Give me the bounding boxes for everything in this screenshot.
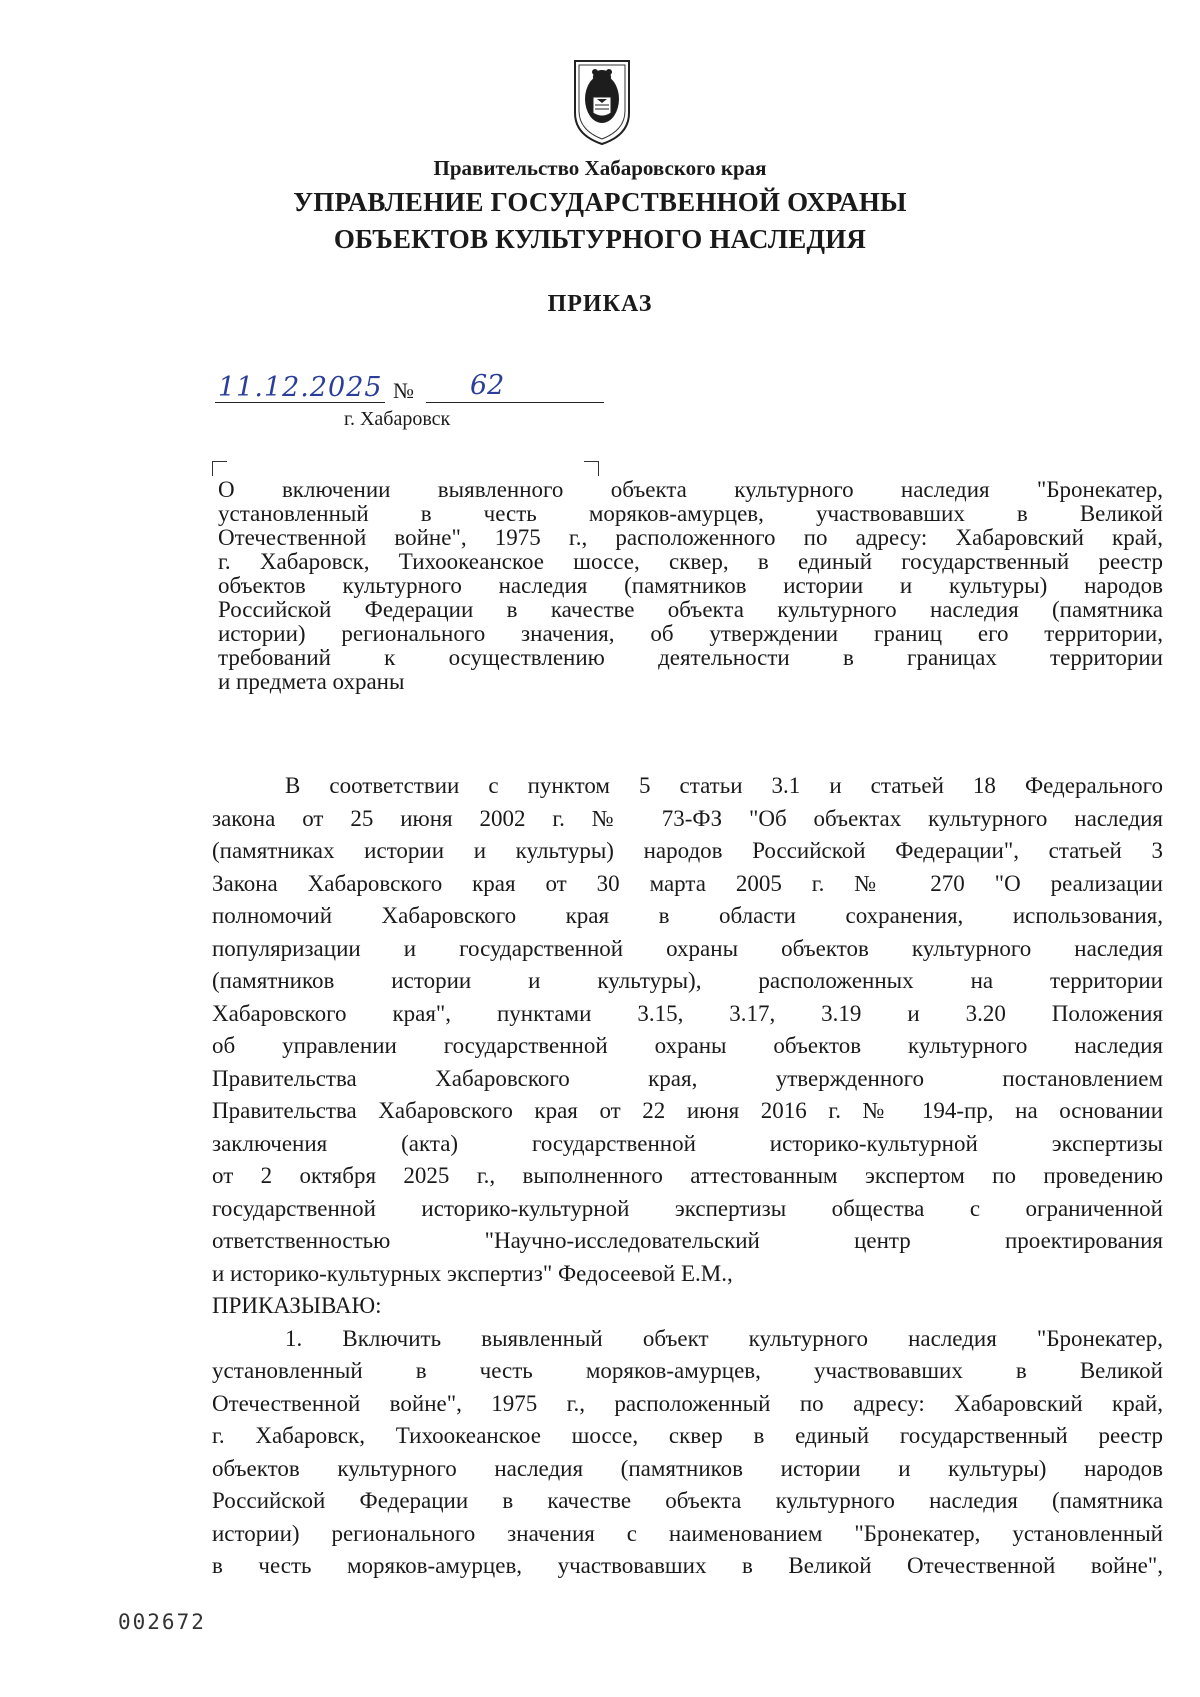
serial-number: 002672 <box>118 1610 206 1634</box>
body-line: истории) регионального значения с наименованием "Бронекатер, установленный <box>212 1520 1163 1546</box>
order-body <box>212 770 1163 1583</box>
body-line: Закона Хабаровского края от 30 марта 2005 г. № 270 "О реализации <box>212 870 1163 896</box>
agency-name-line2: ОБЪЕКТОВ КУЛЬТУРНОГО НАСЛЕДИЯ <box>333 224 867 254</box>
title-line: г. Хабаровск, Тихоокеанское шоссе, сквер, в единый государственный реестр <box>218 549 1163 574</box>
body-line: ответственностью "Научно-исследовательский центр проектирования <box>212 1228 1163 1253</box>
body-line: г. Хабаровск, Тихоокеанское шоссе, сквер в единый государственный реестр <box>212 1423 1163 1448</box>
title-line: О включении выявленного объекта культурного наследия "Бронекатер, <box>218 477 1163 502</box>
title-line: установленный в честь моряков-амурцев, участвовавших в Великой <box>218 501 1163 526</box>
government-name: Правительство Хабаровского края <box>433 156 767 180</box>
body-line: объектов культурного наследия (памятников истории и культуры) народов <box>212 1455 1163 1481</box>
title-line: Отечественной войне", 1975 г., расположенного по адресу: Хабаровский край, <box>218 525 1163 550</box>
title-line: объектов культурного наследия (памятников истории и культуры) народов <box>218 573 1163 598</box>
city: г. Хабаровск <box>344 408 451 430</box>
body-line: государственной историко-культурной экспертизы общества с ограниченной <box>212 1195 1163 1221</box>
body-line: в честь моряков-амурцев, участвовавших в Великой Отечественной войне", <box>212 1553 1163 1578</box>
body-line: 1. Включить выявленный объект культурного наследия "Бронекатер, <box>285 1325 1163 1351</box>
body-line: от 2 октября 2025 г., выполненного аттестованным экспертом по проведению <box>212 1163 1163 1188</box>
body-line: (памятников истории и культуры), расположенных на территории <box>212 968 1163 993</box>
title-line: истории) регионального значения, об утверждении границ его территории, <box>218 621 1163 646</box>
body-line: Хабаровского края", пунктами 3.15, 3.17, 3.19 и 3.20 Положения <box>212 1000 1163 1026</box>
body-line: Правительства Хабаровского края от 22 июня 2016 г. № 194-пр, на основании <box>212 1098 1163 1123</box>
title-line: и предмета охраны <box>218 669 405 694</box>
body-line: установленный в честь моряков-амурцев, участвовавших в Великой <box>212 1358 1163 1383</box>
title-bracket-left <box>212 461 227 476</box>
coat-of-arms-emblem <box>571 55 633 147</box>
title-line: Российской Федерации в качестве объекта культурного наследия (памятника <box>218 597 1163 622</box>
title-line: требований к осуществлению деятельности в границах территории <box>218 645 1163 670</box>
body-line: об управлении государственной охраны объектов культурного наследия <box>212 1033 1163 1058</box>
order-title <box>218 478 1163 694</box>
document-type: ПРИКАЗ <box>547 291 653 317</box>
title-bracket-right <box>584 461 599 476</box>
body-line: закона от 25 июня 2002 г. № 73-ФЗ "Об объектах культурного наследия <box>212 805 1163 831</box>
body-line: и историко-культурных экспертиз" Федосеевой Е.М., <box>212 1260 733 1286</box>
number-sign: № <box>393 378 414 403</box>
order-date: 11.12.2025 <box>218 372 383 403</box>
body-line: полномочий Хабаровского края в области сохранения, использования, <box>212 903 1163 928</box>
body-line: Отечественной войне", 1975 г., расположенный по адресу: Хабаровский край, <box>212 1390 1163 1416</box>
order-number: 62 <box>470 370 505 401</box>
agency-name-line1: УПРАВЛЕНИЕ ГОСУДАРСТВЕННОЙ ОХРАНЫ <box>293 187 907 217</box>
body-line: Российской Федерации в качестве объекта культурного наследия (памятника <box>212 1488 1163 1513</box>
body-line: (памятниках истории и культуры) народов Российской Федерации", статьей 3 <box>212 838 1163 863</box>
body-line: Правительства Хабаровского края, утвержденного постановлением <box>212 1065 1163 1091</box>
body-line: заключения (акта) государственной историко-культурной экспертизы <box>212 1130 1163 1156</box>
body-line: В соответствии с пунктом 5 статьи 3.1 и статьей 18 Федерального <box>285 773 1163 798</box>
body-line: популяризации и государственной охраны объектов культурного наследия <box>212 935 1163 961</box>
number-underline <box>426 402 604 403</box>
date-underline <box>215 402 385 403</box>
order-directive: ПРИКАЗЫВАЮ: <box>212 1293 382 1318</box>
